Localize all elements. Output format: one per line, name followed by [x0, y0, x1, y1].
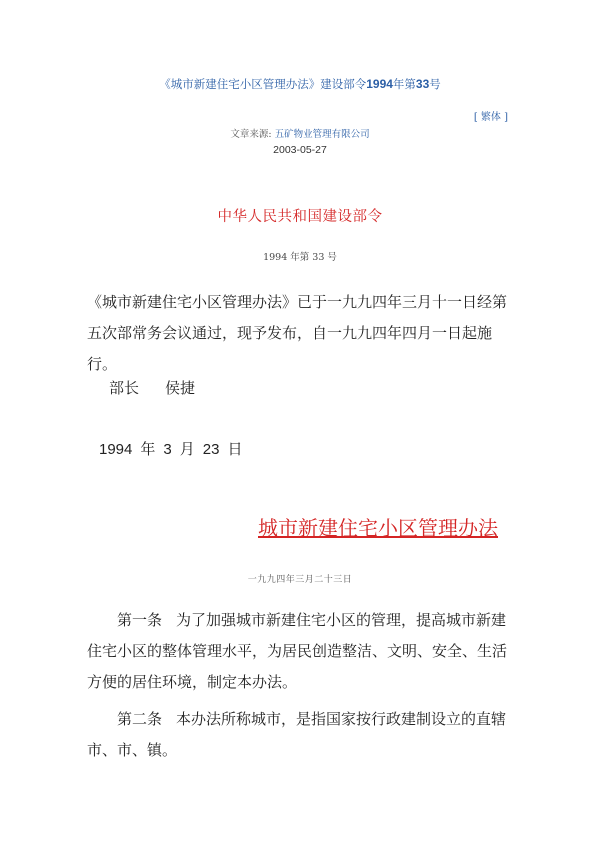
signature-title: 部长: [109, 379, 140, 397]
decree-signature: [109, 377, 195, 398]
header-title-number: 33: [415, 77, 430, 91]
publish-date: 2003-05-27: [273, 144, 327, 156]
header-title-mid: 年第: [392, 77, 416, 91]
decree-number: 1994 年第 33 号: [263, 252, 337, 263]
article-source: [0, 126, 600, 140]
decree-date: [99, 438, 250, 459]
article-label: 第二条: [117, 710, 163, 728]
traditional-chinese-link[interactable]: [ 繁体 ]: [473, 112, 508, 123]
law-title: 城市新建住宅小区管理办法: [258, 516, 498, 540]
source-name-link[interactable]: 五矿物业管理有限公司: [274, 129, 370, 140]
header-title-post: 号: [429, 77, 441, 91]
date-day-unit: 日: [227, 440, 243, 458]
date-year-unit: 年: [140, 440, 156, 458]
header-title-pre: 《城市新建住宅小区管理办法》建设部令: [159, 77, 367, 91]
law-date: 一九九四年三月二十三日: [247, 575, 353, 585]
article-paragraph: [87, 704, 517, 766]
article-paragraph: [87, 605, 517, 698]
article-text: 为了加强城市新建住宅小区的管理，提高城市新建住宅小区的整体管理水平，为居民创造整洁、文明、安全、生活方便的居住环境，制定本办法。: [87, 611, 508, 691]
decree-issuer-heading: 中华人民共和国建设部令: [217, 209, 383, 225]
date-day: 23: [202, 441, 220, 458]
decree-announcement: 《城市新建住宅小区管理办法》已于一九九四年三月十一日经第五次部常务会议通过，现予发布，自一九九四年四月一日起施行。: [87, 293, 508, 373]
date-month-unit: 月: [179, 440, 195, 458]
signature-name: 侯捷: [165, 379, 196, 397]
date-year: 1994: [99, 441, 133, 458]
date-month: 3: [163, 441, 172, 458]
header-title-year: 1994: [366, 77, 393, 91]
article-text: 本办法所称城市，是指国家按行政建制设立的直辖市、市、镇。: [87, 710, 507, 759]
source-label: 文章来源:: [230, 129, 272, 140]
article-label: 第一条: [117, 611, 163, 629]
article-header-title: [0, 76, 600, 92]
